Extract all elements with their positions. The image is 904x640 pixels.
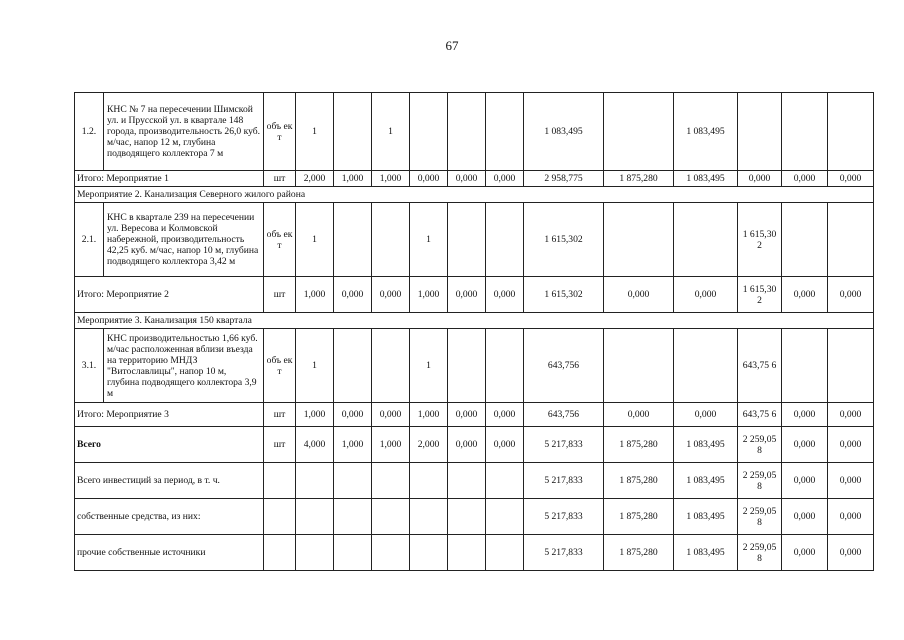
row-number: 2.1. <box>75 203 104 277</box>
value-cell: 1 <box>296 203 334 277</box>
value-cell: 0,000 <box>604 403 674 427</box>
value-cell: 5 217,833 <box>524 427 604 463</box>
value-cell: 0,000 <box>828 427 874 463</box>
value-cell: 1 083,495 <box>674 171 738 187</box>
value-cell: 643,75 6 <box>738 329 782 403</box>
value-cell <box>448 329 486 403</box>
row-label: прочие собственные источники <box>75 535 264 571</box>
row-number: 1.2. <box>75 93 104 171</box>
value-cell: 0,000 <box>828 171 874 187</box>
value-cell: 2,000 <box>296 171 334 187</box>
table-row <box>75 329 874 403</box>
value-cell: 1 875,280 <box>604 427 674 463</box>
value-cell <box>448 203 486 277</box>
value-cell <box>410 499 448 535</box>
value-cell: 1 083,495 <box>674 427 738 463</box>
value-cell: 1 615,302 <box>524 277 604 313</box>
value-cell <box>486 93 524 171</box>
value-cell <box>674 203 738 277</box>
value-cell: 1,000 <box>410 403 448 427</box>
table-row <box>75 463 874 499</box>
unit-cell: шт <box>264 277 296 313</box>
value-cell: 1,000 <box>296 277 334 313</box>
value-cell <box>604 93 674 171</box>
value-cell <box>372 329 410 403</box>
value-cell: 1 615,30 2 <box>738 277 782 313</box>
table-row <box>75 403 874 427</box>
row-description: КНС производительностью 1,66 куб. м/час расположенная вблизи въезда на территорию МНДЗ "Витославлицы", напор 10 м, глубина подводящего коллектора 3,9 м <box>104 329 264 403</box>
value-cell: 1 083,495 <box>674 535 738 571</box>
value-cell: 1 875,280 <box>604 535 674 571</box>
value-cell: 1 <box>410 203 448 277</box>
value-cell: 0,000 <box>828 535 874 571</box>
table-row <box>75 313 874 329</box>
value-cell: 0,000 <box>782 427 828 463</box>
value-cell: 643,756 <box>524 329 604 403</box>
value-cell <box>410 463 448 499</box>
value-cell: 2 259,05 8 <box>738 463 782 499</box>
value-cell: 5 217,833 <box>524 535 604 571</box>
value-cell: 0,000 <box>738 171 782 187</box>
value-cell: 5 217,833 <box>524 463 604 499</box>
value-cell: 0,000 <box>782 463 828 499</box>
value-cell <box>782 329 828 403</box>
value-cell: 0,000 <box>782 171 828 187</box>
value-cell <box>296 535 334 571</box>
value-cell <box>296 499 334 535</box>
unit-cell: шт <box>264 171 296 187</box>
value-cell: 1 083,495 <box>524 93 604 171</box>
value-cell: 0,000 <box>782 499 828 535</box>
table-row <box>75 535 874 571</box>
value-cell: 1 615,30 2 <box>738 203 782 277</box>
value-cell: 1,000 <box>410 277 448 313</box>
value-cell: 1 <box>296 93 334 171</box>
value-cell: 0,000 <box>372 403 410 427</box>
table-row <box>75 277 874 313</box>
value-cell: 0,000 <box>828 499 874 535</box>
value-cell: 0,000 <box>782 403 828 427</box>
value-cell <box>486 499 524 535</box>
value-cell: 0,000 <box>782 535 828 571</box>
value-cell: 0,000 <box>604 277 674 313</box>
value-cell <box>782 203 828 277</box>
value-cell <box>448 93 486 171</box>
value-cell <box>782 93 828 171</box>
value-cell: 1 083,495 <box>674 93 738 171</box>
value-cell: 1,000 <box>296 403 334 427</box>
value-cell <box>486 329 524 403</box>
value-cell: 1 083,495 <box>674 499 738 535</box>
value-cell: 0,000 <box>334 403 372 427</box>
row-label: собственные средства, из них: <box>75 499 264 535</box>
value-cell <box>486 535 524 571</box>
unit-cell: объ ект <box>264 93 296 171</box>
value-cell: 1 875,280 <box>604 499 674 535</box>
row-label: Всего инвестиций за период, в т. ч. <box>75 463 264 499</box>
table-row <box>75 171 874 187</box>
value-cell: 643,756 <box>524 403 604 427</box>
row-description: КНС в квартале 239 на пересечении ул. Вересова и Колмовской набережной, производительность 42,25 куб. м/час, напор 10 м, глубина подводящего коллектора 3,42 м <box>104 203 264 277</box>
value-cell <box>604 203 674 277</box>
unit-cell: объ ект <box>264 203 296 277</box>
value-cell <box>448 463 486 499</box>
value-cell <box>334 463 372 499</box>
value-cell: 1 <box>296 329 334 403</box>
value-cell: 2 259,05 8 <box>738 499 782 535</box>
value-cell: 0,000 <box>448 277 486 313</box>
value-cell: 1 875,280 <box>604 463 674 499</box>
section-header: Мероприятие 3. Канализация 150 квартала <box>75 313 874 329</box>
value-cell: 1 <box>410 329 448 403</box>
value-cell <box>410 535 448 571</box>
unit-cell: шт <box>264 427 296 463</box>
value-cell: 1 615,302 <box>524 203 604 277</box>
value-cell: 0,000 <box>486 277 524 313</box>
table-row <box>75 499 874 535</box>
value-cell: 643,75 6 <box>738 403 782 427</box>
unit-cell: объ ект <box>264 329 296 403</box>
value-cell: 2 259,05 8 <box>738 427 782 463</box>
value-cell: 0,000 <box>782 277 828 313</box>
value-cell: 0,000 <box>828 403 874 427</box>
value-cell: 1,000 <box>334 171 372 187</box>
value-cell: 1,000 <box>372 427 410 463</box>
value-cell <box>334 535 372 571</box>
value-cell: 1 875,280 <box>604 171 674 187</box>
value-cell: 0,000 <box>448 427 486 463</box>
value-cell <box>334 329 372 403</box>
value-cell: 2 259,05 8 <box>738 535 782 571</box>
value-cell <box>486 463 524 499</box>
table-row <box>75 93 874 171</box>
row-description: КНС № 7 на пересечении Шимской ул. и Прусской ул. в квартале 148 города, производительность 26,0 куб. м/час, напор 12 м, глубина подводящего коллектора 7 м <box>104 93 264 171</box>
value-cell <box>334 203 372 277</box>
value-cell: 0,000 <box>828 277 874 313</box>
section-header: Мероприятие 2. Канализация Северного жилого района <box>75 187 874 203</box>
value-cell <box>604 329 674 403</box>
value-cell: 0,000 <box>674 403 738 427</box>
value-cell: 0,000 <box>828 463 874 499</box>
value-cell <box>828 329 874 403</box>
value-cell <box>828 203 874 277</box>
row-label: Итого: Мероприятие 1 <box>75 171 264 187</box>
page-number: 67 <box>445 38 459 53</box>
value-cell: 1 <box>372 93 410 171</box>
value-cell: 5 217,833 <box>524 499 604 535</box>
value-cell: 0,000 <box>410 171 448 187</box>
value-cell <box>296 463 334 499</box>
row-label: Итого: Мероприятие 3 <box>75 403 264 427</box>
unit-cell <box>264 535 296 571</box>
value-cell: 4,000 <box>296 427 334 463</box>
value-cell <box>738 93 782 171</box>
value-cell <box>334 499 372 535</box>
value-cell: 1 083,495 <box>674 463 738 499</box>
row-number: 3.1. <box>75 329 104 403</box>
table-row <box>75 427 874 463</box>
value-cell: 0,000 <box>486 427 524 463</box>
value-cell <box>448 535 486 571</box>
value-cell: 1,000 <box>372 171 410 187</box>
table-row <box>75 187 874 203</box>
value-cell <box>372 499 410 535</box>
value-cell <box>372 203 410 277</box>
value-cell: 0,000 <box>674 277 738 313</box>
value-cell <box>410 93 448 171</box>
value-cell <box>448 499 486 535</box>
row-label: Всего <box>75 427 264 463</box>
value-cell <box>486 203 524 277</box>
unit-cell: шт <box>264 403 296 427</box>
investment-table <box>74 92 874 571</box>
value-cell: 2,000 <box>410 427 448 463</box>
value-cell: 2 958,775 <box>524 171 604 187</box>
value-cell: 0,000 <box>448 171 486 187</box>
table-row <box>75 203 874 277</box>
value-cell <box>334 93 372 171</box>
value-cell: 0,000 <box>334 277 372 313</box>
value-cell: 0,000 <box>372 277 410 313</box>
value-cell: 0,000 <box>486 403 524 427</box>
value-cell <box>674 329 738 403</box>
unit-cell <box>264 499 296 535</box>
unit-cell <box>264 463 296 499</box>
row-label: Итого: Мероприятие 2 <box>75 277 264 313</box>
value-cell <box>372 463 410 499</box>
value-cell: 1,000 <box>334 427 372 463</box>
value-cell: 0,000 <box>448 403 486 427</box>
value-cell: 0,000 <box>486 171 524 187</box>
value-cell <box>828 93 874 171</box>
value-cell <box>372 535 410 571</box>
